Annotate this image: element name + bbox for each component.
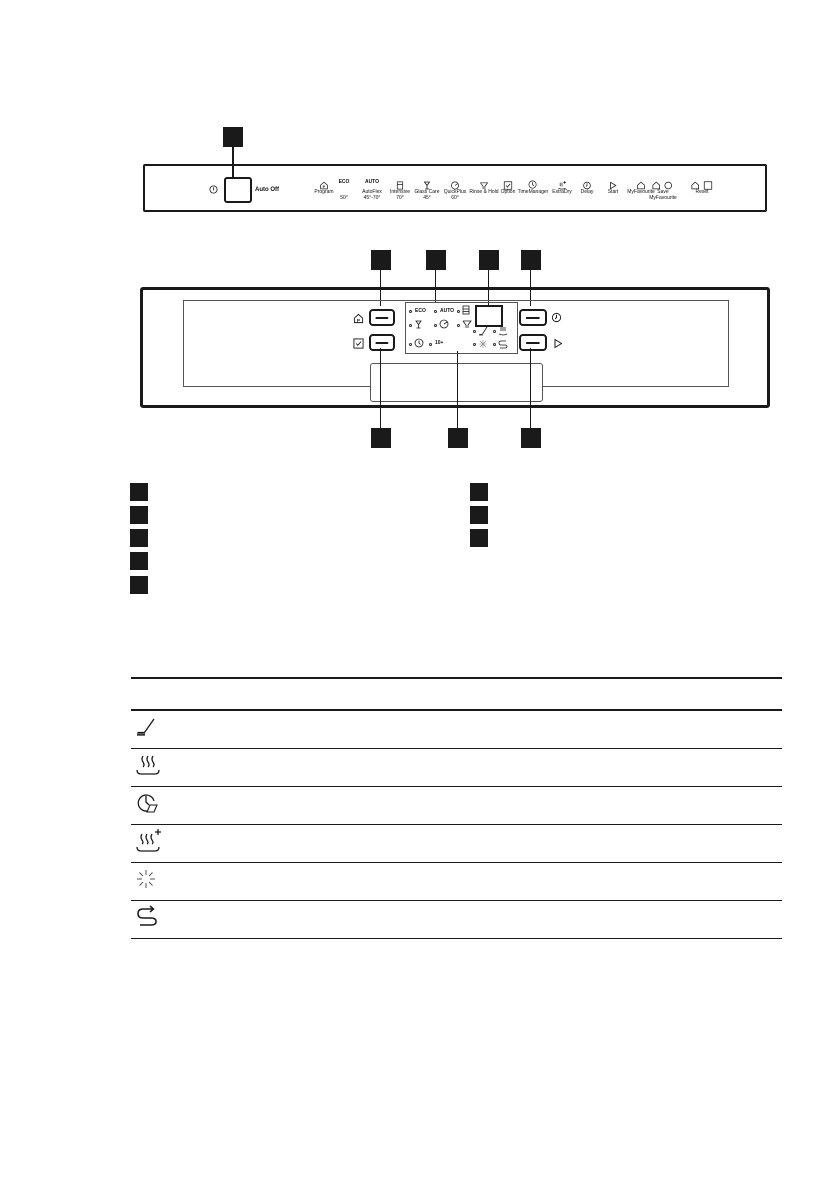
callout-marker	[426, 250, 446, 270]
callout-marker	[521, 428, 541, 448]
legend-marker	[130, 552, 148, 570]
callout-leader-line	[530, 348, 531, 428]
legend-marker	[130, 529, 148, 547]
program-label: AutoFlex	[362, 189, 382, 195]
program-button[interactable]	[369, 309, 395, 326]
auto-indicator: AUTO	[440, 308, 455, 314]
program-temperature-label: 70°	[396, 195, 404, 201]
table-header-row	[131, 678, 782, 710]
intensive-icon	[462, 305, 470, 315]
legend-marker	[470, 483, 488, 501]
svg-text:P: P	[322, 185, 326, 190]
quickplus-icon	[439, 319, 449, 329]
program-temperature-label: 60°	[451, 195, 459, 201]
callout-marker	[448, 428, 468, 448]
start-button[interactable]	[519, 334, 547, 351]
control-panel-front	[140, 287, 770, 408]
program-temperature-label: 45°	[423, 195, 431, 201]
callout-leader-line	[380, 348, 381, 428]
table-row	[131, 787, 782, 825]
auto-off-label: Auto Off	[255, 187, 279, 193]
extradry-indicator: 10+	[435, 340, 444, 346]
program-icon	[353, 313, 364, 324]
callout-marker	[371, 250, 391, 270]
callout-leader-line	[457, 351, 458, 428]
callout-marker	[223, 127, 243, 147]
table-row	[131, 825, 782, 863]
program-temperature-label: 45°-70°	[363, 195, 381, 201]
legend-marker	[470, 529, 488, 547]
loop-icon	[498, 339, 508, 349]
program-label: QuickPlus	[443, 189, 467, 195]
eco-indicator: ECO	[415, 308, 426, 314]
program-temperature-label: 50°	[340, 195, 348, 201]
steam-icon	[135, 753, 161, 777]
steam-icon	[498, 326, 508, 336]
program-label: Save	[657, 189, 669, 195]
program-label: Option	[500, 189, 516, 195]
indicator-table	[131, 677, 782, 939]
program-button-reset[interactable]	[682, 177, 722, 207]
timemanager-icon	[414, 338, 425, 349]
power-hint-icon	[209, 185, 218, 194]
program-label: Intensive	[389, 189, 411, 195]
table-row	[131, 749, 782, 787]
table-header-cell	[163, 678, 782, 710]
delay-button[interactable]	[519, 309, 547, 326]
start-icon	[553, 338, 563, 349]
brush-icon	[478, 326, 488, 336]
legend-marker	[130, 576, 148, 594]
program-button-save-myfavourite[interactable]	[643, 177, 683, 207]
auto-text: AUTO	[364, 179, 380, 185]
on-off-button[interactable]	[224, 177, 252, 203]
table-header-cell	[131, 678, 163, 710]
program-label: Reset	[695, 189, 709, 195]
glass-icon	[415, 320, 422, 329]
program-label: TimeManager	[517, 189, 549, 195]
brush-icon	[135, 716, 157, 738]
program-label: ExtraDry	[552, 189, 572, 195]
program-label: Delay	[580, 189, 594, 195]
table-row	[131, 710, 782, 749]
sparkle-icon	[478, 339, 488, 349]
program-temperature-label: MyFavourite	[649, 195, 677, 201]
digital-display	[475, 305, 503, 327]
extradry-icon	[135, 828, 163, 854]
option-icon	[353, 338, 364, 349]
sparkle-icon	[135, 868, 157, 890]
legend-marker	[470, 506, 488, 524]
legend-marker	[130, 483, 148, 501]
rinse-hold-icon	[462, 319, 472, 329]
program-indicator-field	[405, 302, 518, 354]
callout-marker	[479, 250, 499, 270]
svg-text:P: P	[356, 317, 360, 323]
loop-icon	[135, 905, 159, 929]
program-label: Glass Care	[414, 189, 440, 195]
timemanager-icon	[135, 791, 159, 815]
program-label: MyFavourite	[627, 189, 655, 195]
table-row	[131, 901, 782, 939]
eco-text: ECO	[338, 179, 350, 185]
program-label: Rinse & Hold	[469, 189, 499, 195]
option-button[interactable]	[369, 334, 395, 351]
program-label: Start	[607, 189, 619, 195]
callout-marker	[371, 428, 391, 448]
legend-marker	[130, 506, 148, 524]
program-label: Program	[314, 189, 334, 195]
table-row	[131, 863, 782, 901]
control-panel-top	[143, 164, 767, 212]
callout-marker	[521, 250, 541, 270]
delay-icon	[551, 312, 562, 323]
